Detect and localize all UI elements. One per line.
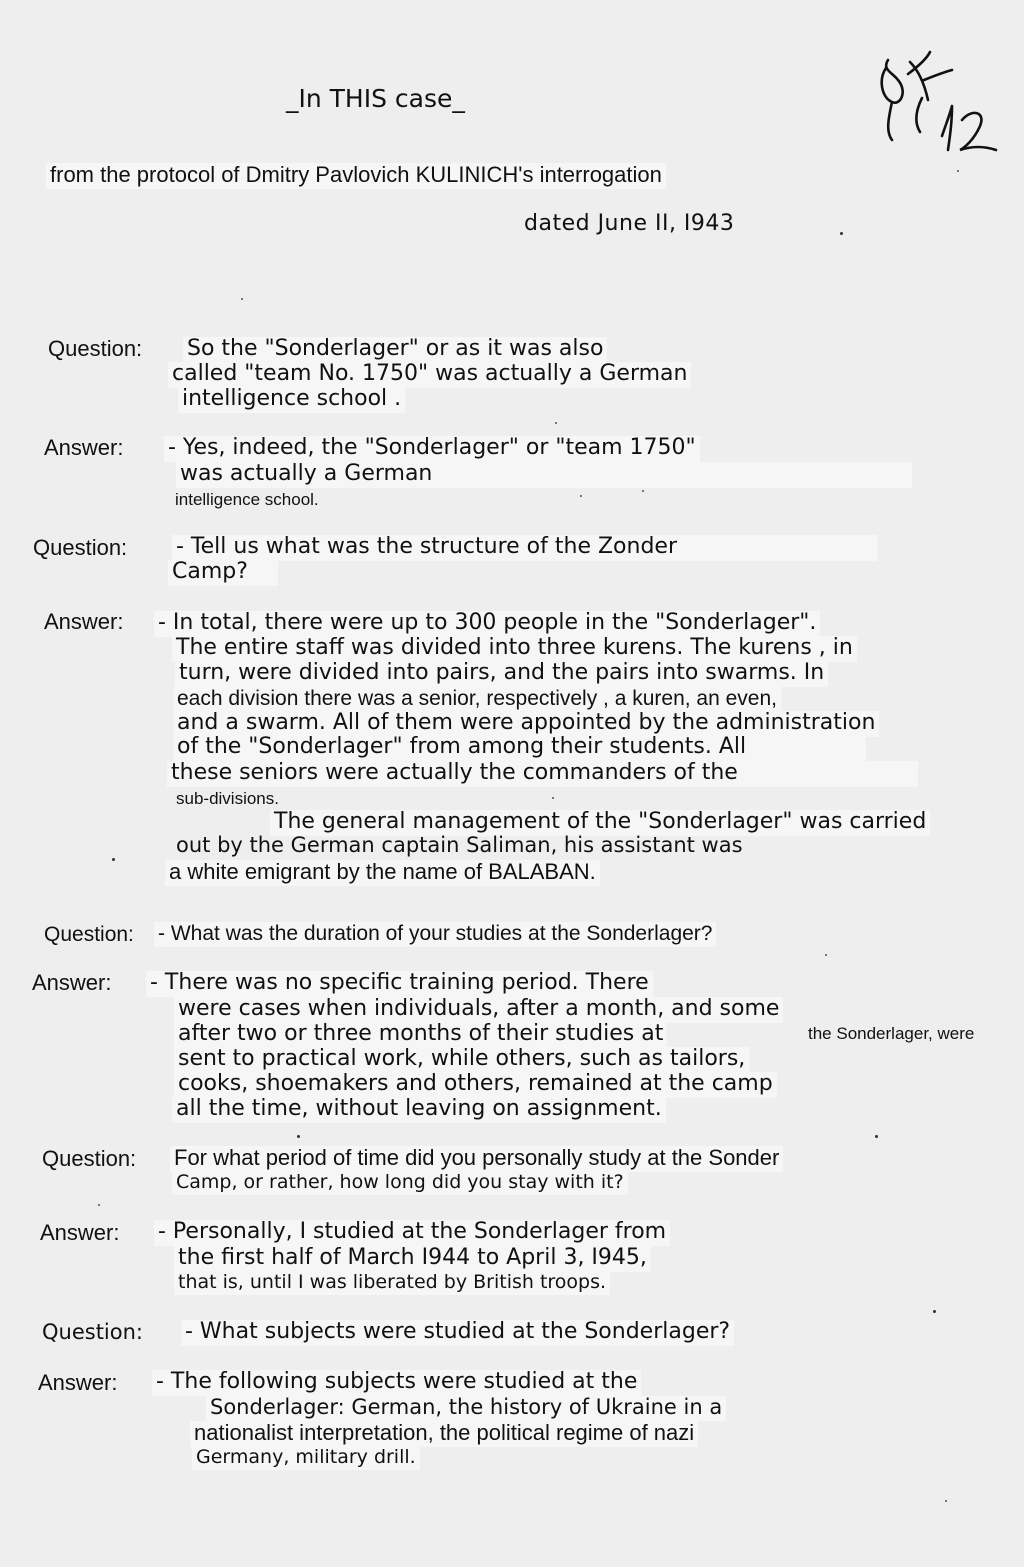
a5-line-1: - The following subjects were studied at the <box>152 1370 641 1396</box>
scan-speck <box>112 858 115 861</box>
a2-line-10: out by the German captain Saliman, his assistant was <box>176 833 743 857</box>
q4-line-2: Camp, or rather, how long did you stay with it? <box>172 1172 628 1195</box>
answer-label: Answer: <box>38 1370 118 1395</box>
answer-label: Answer: <box>40 1220 120 1245</box>
document-date: dated June II, I943 <box>524 211 735 236</box>
answer-label: Answer: <box>44 609 124 634</box>
a1-line-1: - Yes, indeed, the "Sonderlager" or "team 1750" <box>164 436 700 462</box>
a3-line-2: were cases when individuals, after a month, and some <box>174 997 783 1023</box>
scan-speck <box>642 490 644 492</box>
question-label: Question: <box>33 535 128 560</box>
a2-line-11: a white emigrant by the name of BALABAN. <box>165 860 600 886</box>
a2-line-3: turn, were divided into pairs, and the pairs into swarms. In <box>175 661 828 687</box>
a3-line-1: - There was no specific training period. There <box>146 971 653 997</box>
answer-label: Answer: <box>32 970 112 995</box>
q1-line-2: called "team No. 1750" was actually a German <box>168 362 691 388</box>
answer-label: Answer: <box>44 435 124 460</box>
a4-line-1: - Personally, I studied at the Sonderlager from <box>154 1220 670 1246</box>
scan-speck <box>297 1135 300 1138</box>
scan-speck <box>945 1500 947 1502</box>
question-label: Question: <box>44 923 134 946</box>
q5-line-1: - What subjects were studied at the Sonderlager? <box>181 1320 734 1346</box>
q2-line-2: Camp? <box>168 560 278 586</box>
a2-line-7: these seniors were actually the commanders of the <box>167 761 918 787</box>
q2-line-1: - Tell us what was the structure of the Zonder <box>172 535 877 561</box>
a2-line-6: of the "Sonderlager" from among their students. All <box>173 735 866 761</box>
a1-line-2: was actually a German <box>176 462 912 488</box>
a2-line-4: each division there was a senior, respectively , a kuren, an even, <box>173 687 781 712</box>
a2-line-9: The general management of the "Sonderlager" was carried <box>270 810 930 836</box>
a3-line-4: sent to practical work, while others, such as tailors, <box>174 1047 749 1073</box>
a2-line-2: The entire staff was divided into three kurens. The kurens , in <box>172 636 857 662</box>
scan-speck <box>957 170 959 172</box>
q3-line-1: - What was the duration of your studies at the Sonderlager? <box>154 922 716 947</box>
scan-speck <box>555 422 557 424</box>
scan-speck <box>825 954 827 956</box>
a3-line-6: all the time, without leaving on assignment. <box>172 1097 666 1123</box>
a1-line-3: intelligence school. <box>175 490 319 509</box>
a5-line-3: nationalist interpretation, the political regime of nazi <box>190 1421 698 1447</box>
a3-line-3b: the Sonderlager, were <box>808 1024 975 1043</box>
question-label: Question: <box>42 1320 144 1344</box>
q1-line-3: intelligence school . <box>178 387 405 413</box>
a3-line-5: cooks, shoemakers and others, remained at the camp <box>174 1072 777 1098</box>
a5-line-4: Germany, military drill. <box>192 1447 420 1470</box>
a2-line-5: and a swarm. All of them were appointed by the administration <box>173 711 879 737</box>
scan-speck <box>241 298 243 300</box>
scan-speck <box>933 1310 936 1313</box>
scan-speck <box>98 1204 100 1206</box>
q4-line-1: For what period of time did you personally study at the Sonder <box>170 1146 783 1172</box>
document-subtitle: from the protocol of Dmitry Pavlovich KULINICH's interrogation <box>46 163 666 189</box>
a4-line-2: the first half of March I944 to April 3, I945, <box>174 1246 651 1272</box>
a2-line-8: sub-divisions. <box>176 789 279 808</box>
handwritten-signature <box>868 40 1018 180</box>
scan-speck <box>875 1135 878 1138</box>
scan-speck <box>552 797 554 799</box>
a3-line-3: after two or three months of their studies at <box>174 1022 667 1048</box>
a5-line-2: Sonderlager: German, the history of Ukraine in a <box>206 1396 726 1421</box>
a4-line-3: that is, until I was liberated by British troops. <box>174 1272 610 1295</box>
question-label: Question: <box>48 336 143 361</box>
a2-line-1: - In total, there were up to 300 people in the "Sonderlager". <box>154 611 820 637</box>
document-title: _In THIS case_ <box>286 84 465 113</box>
scan-speck <box>580 495 582 497</box>
q1-line-1: So the "Sonderlager" or as it was also <box>183 337 607 363</box>
scan-speck <box>840 232 843 235</box>
question-label: Question: <box>42 1146 137 1171</box>
title-text: In THIS case <box>298 84 453 113</box>
